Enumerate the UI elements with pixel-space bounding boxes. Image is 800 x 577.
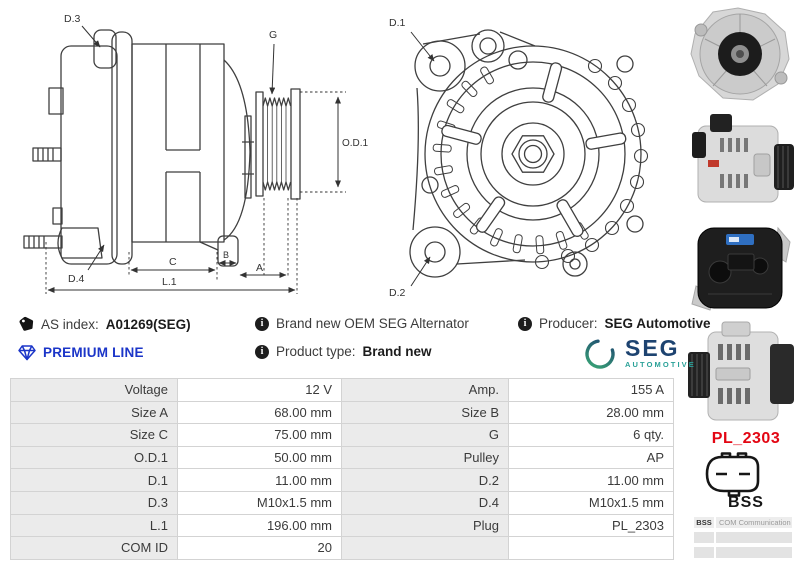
seg-logo-ring: [583, 334, 619, 372]
label-d1: D.1: [389, 17, 406, 29]
spec-label: O.D.1: [11, 446, 178, 469]
spec-label: Pulley: [342, 446, 509, 469]
info-icon: [518, 317, 532, 331]
premium-line-row[interactable]: [18, 344, 144, 361]
side-view-labels: [64, 13, 369, 288]
table-row: [11, 514, 674, 537]
spec-value: 196.00 mm: [178, 514, 342, 537]
spec-label: Plug: [342, 514, 509, 537]
table-row: [11, 469, 674, 492]
front-view-technical-drawing: [385, 2, 650, 302]
product-photo-side-view-pulley[interactable]: [682, 318, 800, 430]
alternator-front-outline: [410, 30, 648, 277]
com-communication-table: [694, 517, 792, 562]
label-b: B: [223, 250, 230, 260]
info-icon: [255, 345, 269, 359]
producer-row: [518, 316, 711, 331]
table-row: [11, 379, 674, 402]
premium-line-label: PREMIUM LINE: [43, 345, 144, 360]
product-photo-side-view[interactable]: [680, 110, 800, 214]
spec-label: COM ID: [11, 537, 178, 560]
spec-label: D.1: [11, 469, 178, 492]
spec-label: Voltage: [11, 379, 178, 402]
spec-value: 50.00 mm: [178, 446, 342, 469]
plug-code-label: PL_2303: [711, 430, 781, 447]
producer-value: SEG Automotive: [604, 316, 711, 331]
label-od1: O.D.1: [342, 138, 369, 149]
table-row: [11, 424, 674, 447]
side-view-dimensions: [46, 26, 346, 294]
as-index-value: A01269(SEG): [105, 316, 191, 332]
spec-value: [509, 537, 674, 560]
product-type-label: Product type:: [276, 344, 356, 359]
spec-value: 12 V: [178, 379, 342, 402]
spec-label: Amp.: [342, 379, 509, 402]
product-type-value: Brand new: [362, 344, 432, 359]
spec-value: M10x1.5 mm: [509, 491, 674, 514]
as-index-row: [18, 316, 191, 332]
spec-value: 6 qty.: [509, 424, 674, 447]
table-row: [11, 446, 674, 469]
product-photo-front-view[interactable]: [683, 4, 797, 106]
spec-label: D.4: [342, 491, 509, 514]
seg-logo-subtext: AUTOMOTIVE: [625, 359, 696, 369]
label-l1: L.1: [162, 276, 177, 288]
spec-label: D.3: [11, 491, 178, 514]
label-d4: D.4: [68, 273, 85, 285]
diamond-icon: [18, 344, 36, 361]
spec-value: 11.00 mm: [509, 469, 674, 492]
spec-value: PL_2303: [509, 514, 674, 537]
table-row: [11, 537, 674, 560]
spec-value: 68.00 mm: [178, 401, 342, 424]
label-d3: D.3: [64, 13, 81, 25]
spec-value: AP: [509, 446, 674, 469]
label-c: C: [169, 256, 177, 268]
product-photo-rear-view[interactable]: [688, 216, 794, 314]
brand-new-oem-row: [255, 316, 469, 331]
producer-label: Producer:: [539, 316, 598, 331]
spec-label: Size B: [342, 401, 509, 424]
info-icon: [255, 317, 269, 331]
spec-label: [342, 537, 509, 560]
seg-automotive-logo: [583, 334, 696, 372]
spec-label: G: [342, 424, 509, 447]
spec-label: L.1: [11, 514, 178, 537]
spec-value: 155 A: [509, 379, 674, 402]
spec-label: Size C: [11, 424, 178, 447]
label-a: A: [256, 262, 264, 274]
brand-new-oem-text: Brand new OEM SEG Alternator: [276, 316, 469, 331]
spec-label: Size A: [11, 401, 178, 424]
spec-value: 20: [178, 537, 342, 560]
com-row-empty: [694, 532, 792, 543]
front-view-labels: [389, 17, 406, 299]
alternator-side-outline: [24, 30, 300, 266]
table-row: [11, 491, 674, 514]
spec-value: 28.00 mm: [509, 401, 674, 424]
spec-table: [10, 378, 674, 560]
label-d2: D.2: [389, 287, 406, 299]
tag-icon: [18, 316, 34, 332]
com-row-empty: [694, 547, 792, 558]
com-value-empty: [716, 532, 792, 543]
spec-value: 11.00 mm: [178, 469, 342, 492]
label-g: G: [269, 29, 278, 41]
com-key-empty: [694, 532, 714, 543]
seg-logo-word: SEG: [625, 334, 680, 361]
com-key: BSS: [694, 517, 714, 528]
com-value: COM Communication: [716, 517, 792, 528]
spec-value: 75.00 mm: [178, 424, 342, 447]
spec-value: M10x1.5 mm: [178, 491, 342, 514]
table-row: [11, 401, 674, 424]
com-row: [694, 517, 792, 528]
plug-type-label: BSS: [728, 494, 764, 511]
com-key-empty: [694, 547, 714, 558]
as-index-label: AS index:: [41, 316, 99, 332]
com-value-empty: [716, 547, 792, 558]
side-view-technical-drawing: [4, 2, 372, 302]
product-type-row: [255, 344, 432, 359]
spec-label: D.2: [342, 469, 509, 492]
